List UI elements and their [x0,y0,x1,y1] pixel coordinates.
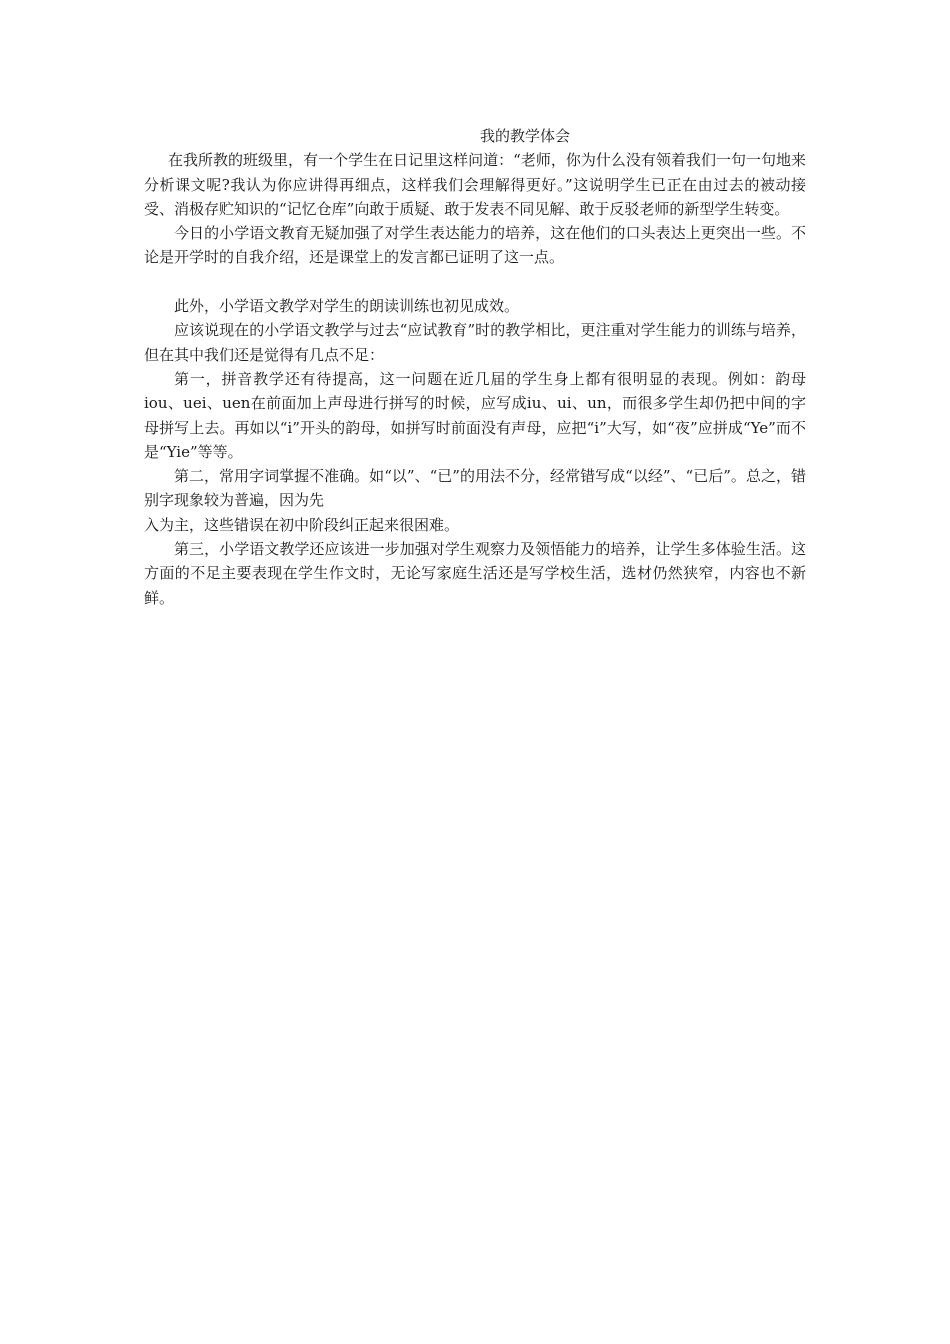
document-body [144,124,806,610]
paragraph-5: 第一，拼音教学还有待提高，这一问题在近几届的学生身上都有很明显的表现。例如：韵母iou、uei、uen在前面加上声母进行拼写的时候，应写成iu、ui、un，而很多学生却仍把中间的字母拼写上去。再如以“i”开头的韵母，如拼写时前面没有声母，应把“i”大写，如“夜”应拼成“Ye”而不是“Yie”等等。 [144,369,806,461]
page-title: 我的教学体会 [480,127,571,145]
paragraph-6-continued: 入为主，这些错误在初中阶段纠正起来很困难。 [144,515,460,534]
paragraph-7: 第三，小学语文教学还应该进一步加强对学生观察力及领悟能力的培养，让学生多体验生活。这方面的不足主要表现在学生作文时，无论写家庭生活还是写学校生活，选材仍然狭窄，内容也不新鲜。 [144,540,806,607]
blank-line [144,270,806,294]
paragraph-4: 应该说现在的小学语文教学与过去“应试教育”时的教学相比，更注重对学生能力的训练与培养，但在其中我们还是觉得有几点不足： [144,321,806,364]
paragraph-2: 今日的小学语文教育无疑加强了对学生表达能力的培养，这在他们的口头表达上更突出一些。不论是开学时的自我介绍，还是课堂上的发言都已证明了这一点。 [144,224,806,267]
paragraph-6: 第二，常用字词掌握不准确。如“以”、“已”的用法不分，经常错写成“以经”、“已后”。总之，错别字现象较为普遍，因为先 [144,467,806,510]
paragraph-1: 在我所教的班级里，有一个学生在日记里这样问道：“老师，你为什么没有领着我们一句一句地来分析课文呢?我认为你应讲得再细点，这样我们会理解得更好。”这说明学生已正在由过去的被动接受、消极存贮知识的“记忆仓库”向敢于质疑、敢于发表不同见解、敢于反驳老师的新型学生转变。 [144,151,806,218]
paragraph-3: 此外，小学语文教学对学生的朗读训练也初见成效。 [174,297,520,316]
